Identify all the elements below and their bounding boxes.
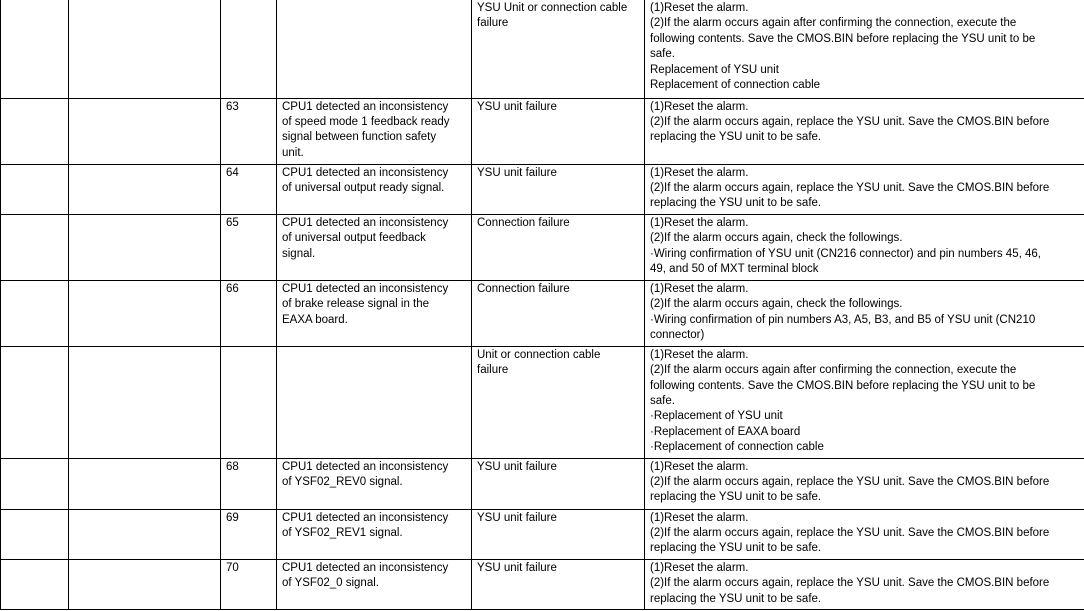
description-cell <box>277 0 472 98</box>
cause-cell <box>472 346 645 458</box>
description-line: CPU1 detected an inconsistency <box>282 216 449 229</box>
remedy-line: (1)Reset the alarm. <box>650 511 749 524</box>
table-row <box>1 214 1084 280</box>
alarm-code-cell <box>221 559 277 609</box>
blank-cell <box>69 346 221 458</box>
cause-line: failure <box>477 17 509 30</box>
blank-cell <box>69 0 221 98</box>
cause-line: YSU unit failure <box>477 511 557 524</box>
remedy-cell <box>645 509 1084 559</box>
alarm-code: 68 <box>226 460 239 473</box>
remedy-line: (2)If the alarm occurs again, check the followings. <box>650 232 903 245</box>
remedy-line: (1)Reset the alarm. <box>650 348 749 361</box>
remedy-line: (2)If the alarm occurs again, replace the YSU unit. Save the CMOS.BIN before <box>650 181 1050 194</box>
remedy-line: replacing the YSU unit to be safe. <box>650 131 822 144</box>
remedy-cell <box>645 98 1084 164</box>
remedy-line: (1)Reset the alarm. <box>650 282 749 295</box>
remedy-line: (2)If the alarm occurs again, replace the YSU unit. Save the CMOS.BIN before <box>650 577 1050 590</box>
alarm-code: 66 <box>226 282 239 295</box>
description-line: EAXA board. <box>282 313 348 326</box>
remedy-line: ·Replacement of YSU unit <box>650 410 783 423</box>
alarm-code-cell <box>221 214 277 280</box>
blank-cell <box>1 280 69 346</box>
blank-cell <box>1 458 69 509</box>
remedy-line: following contents. Save the CMOS.BIN before replacing the YSU unit to be <box>650 379 1036 392</box>
table-row <box>1 164 1084 214</box>
description-cell <box>277 346 472 458</box>
description-line: of speed mode 1 feedback ready <box>282 115 450 128</box>
description-cell <box>277 559 472 609</box>
alarm-code: 65 <box>226 216 239 229</box>
remedy-line: (2)If the alarm occurs again, check the followings. <box>650 298 903 311</box>
remedy-cell <box>645 346 1084 458</box>
remedy-line: following contents. Save the CMOS.BIN before replacing the YSU unit to be <box>650 32 1036 45</box>
remedy-line: (1)Reset the alarm. <box>650 216 749 229</box>
blank-cell <box>69 509 221 559</box>
description-cell <box>277 458 472 509</box>
remedy-line: (2)If the alarm occurs again, replace the YSU unit. Save the CMOS.BIN before <box>650 526 1050 539</box>
remedy-cell <box>645 214 1084 280</box>
remedy-line: (2)If the alarm occurs again after confirming the connection, execute the <box>650 364 1017 377</box>
description-line: unit. <box>282 146 304 159</box>
cause-cell <box>472 458 645 509</box>
alarm-code-cell <box>221 280 277 346</box>
cause-line: YSU unit failure <box>477 561 557 574</box>
blank-cell <box>69 458 221 509</box>
alarm-code-cell <box>221 458 277 509</box>
blank-cell <box>1 346 69 458</box>
remedy-cell <box>645 559 1084 609</box>
description-line: CPU1 detected an inconsistency <box>282 166 449 179</box>
description-cell <box>277 98 472 164</box>
blank-cell <box>69 214 221 280</box>
description-cell <box>277 164 472 214</box>
remedy-line: Replacement of YSU unit <box>650 63 779 76</box>
remedy-line: connector) <box>650 328 705 341</box>
blank-cell <box>69 280 221 346</box>
remedy-line: (1)Reset the alarm. <box>650 561 749 574</box>
alarm-code-cell <box>221 346 277 458</box>
cause-line: Unit or connection cable <box>477 348 601 361</box>
remedy-line: ·Replacement of EAXA board <box>650 425 801 438</box>
alarm-code: 70 <box>226 561 239 574</box>
cause-line: YSU unit failure <box>477 166 557 179</box>
description-cell <box>277 509 472 559</box>
description-line: CPU1 detected an inconsistency <box>282 460 449 473</box>
remedy-line: safe. <box>650 394 675 407</box>
remedy-line: ·Wiring confirmation of pin numbers A3, A5, B3, and B5 of YSU unit (CN210 <box>650 313 1036 326</box>
table-row <box>1 280 1084 346</box>
blank-cell <box>1 164 69 214</box>
remedy-line: (1)Reset the alarm. <box>650 460 749 473</box>
alarm-code-cell <box>221 98 277 164</box>
table-row <box>1 559 1084 609</box>
remedy-cell <box>645 164 1084 214</box>
remedy-cell <box>645 280 1084 346</box>
cause-cell <box>472 559 645 609</box>
remedy-line: (1)Reset the alarm. <box>650 100 749 113</box>
cause-cell <box>472 280 645 346</box>
cause-line: YSU unit failure <box>477 460 557 473</box>
cause-cell <box>472 214 645 280</box>
table-row <box>1 458 1084 509</box>
remedy-line: ·Wiring confirmation of YSU unit (CN216 connector) and pin numbers 45, 46, <box>650 247 1041 260</box>
remedy-line: (1)Reset the alarm. <box>650 166 749 179</box>
remedy-line: (2)If the alarm occurs again, replace the YSU unit. Save the CMOS.BIN before <box>650 475 1050 488</box>
description-cell <box>277 280 472 346</box>
remedy-line: replacing the YSU unit to be safe. <box>650 592 822 605</box>
description-line: signal. <box>282 247 316 260</box>
alarm-code-cell <box>221 0 277 98</box>
remedy-line: safe. <box>650 48 675 61</box>
description-line: of YSF02_REV0 signal. <box>282 475 403 488</box>
cause-cell <box>472 0 645 98</box>
alarm-code-cell <box>221 164 277 214</box>
cause-line: YSU Unit or connection cable <box>477 2 628 14</box>
alarm-table-body <box>1 0 1084 610</box>
blank-cell <box>69 164 221 214</box>
remedy-line: (2)If the alarm occurs again, replace the YSU unit. Save the CMOS.BIN before <box>650 115 1050 128</box>
table-row <box>1 346 1084 458</box>
description-line: CPU1 detected an inconsistency <box>282 511 449 524</box>
alarm-code-cell <box>221 509 277 559</box>
cause-line: Connection failure <box>477 216 570 229</box>
description-line: of YSF02_0 signal. <box>282 577 379 590</box>
remedy-line: (1)Reset the alarm. <box>650 2 749 14</box>
blank-cell <box>1 509 69 559</box>
blank-cell <box>69 98 221 164</box>
description-line: of brake release signal in the <box>282 298 430 311</box>
cause-line: failure <box>477 364 509 377</box>
alarm-code: 69 <box>226 511 239 524</box>
remedy-line: Replacement of connection cable <box>650 79 821 92</box>
description-line: CPU1 detected an inconsistency <box>282 282 449 295</box>
blank-cell <box>1 559 69 609</box>
cause-line: Connection failure <box>477 282 570 295</box>
description-line: CPU1 detected an inconsistency <box>282 100 449 113</box>
blank-cell <box>1 214 69 280</box>
remedy-line: replacing the YSU unit to be safe. <box>650 542 822 555</box>
blank-cell <box>69 559 221 609</box>
remedy-line: 49, and 50 of MXT terminal block <box>650 262 819 275</box>
description-line: CPU1 detected an inconsistency <box>282 561 449 574</box>
remedy-cell <box>645 0 1084 98</box>
description-line: of universal output ready signal. <box>282 181 445 194</box>
table-row <box>1 98 1084 164</box>
cause-cell <box>472 98 645 164</box>
description-line: of YSF02_REV1 signal. <box>282 526 403 539</box>
remedy-cell <box>645 458 1084 509</box>
remedy-line: ·Replacement of connection cable <box>650 441 824 454</box>
description-line: of universal output feedback <box>282 232 426 245</box>
remedy-line: replacing the YSU unit to be safe. <box>650 197 822 210</box>
alarm-code: 63 <box>226 100 239 113</box>
alarm-code: 64 <box>226 166 239 179</box>
table-row <box>1 509 1084 559</box>
description-cell <box>277 214 472 280</box>
blank-cell <box>1 98 69 164</box>
remedy-line: replacing the YSU unit to be safe. <box>650 491 822 504</box>
cause-cell <box>472 164 645 214</box>
remedy-line: (2)If the alarm occurs again after confirming the connection, execute the <box>650 17 1017 30</box>
table-row <box>1 0 1084 98</box>
cause-line: YSU unit failure <box>477 100 557 113</box>
blank-cell <box>1 0 69 98</box>
cause-cell <box>472 509 645 559</box>
description-line: signal between function safety <box>282 131 437 144</box>
